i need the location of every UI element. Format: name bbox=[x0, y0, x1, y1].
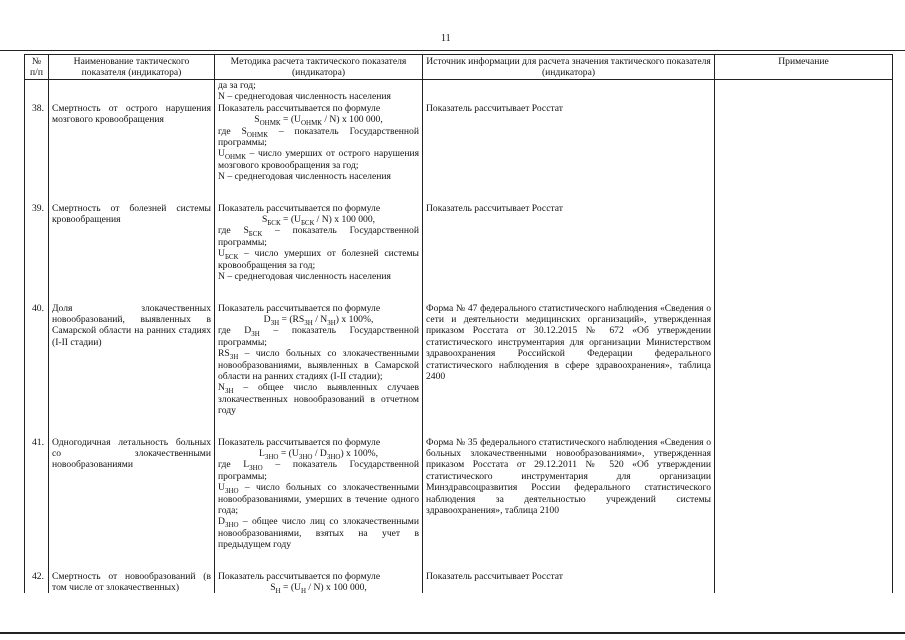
header-num: № п/п bbox=[25, 55, 49, 80]
formula: $L_{ЗНО} = (U_{ЗНО} / D_{ЗНО})$ х 100%, bbox=[258, 447, 379, 461]
method-line: $N_{ЗН}$ – общее число выявленных случаев злокачественных новообразований в отчетном году bbox=[218, 382, 419, 417]
method-line: $U_{ЗНО}$ – число больных со злокачественными новообразованиями, умерших в течение одного года; bbox=[218, 482, 419, 516]
note bbox=[715, 303, 893, 417]
note bbox=[715, 437, 893, 551]
method-line: $D_{ЗНО}$ – общее число лиц со злокачественными новообразованиями, взятых на учет в предыдущем году bbox=[218, 516, 419, 551]
formula: $S_Н = (U_Н / N)$ х 100 000, bbox=[270, 582, 367, 595]
page-number: 11 bbox=[441, 33, 451, 44]
row-spacer bbox=[25, 417, 893, 437]
top-rule bbox=[0, 50, 905, 51]
row-spacer bbox=[25, 551, 893, 571]
header-name: Наименование тактического показателя (индикатора) bbox=[49, 55, 215, 80]
table-row bbox=[25, 103, 893, 183]
formula: $S_{ОНМК} = (U_{ОНМК} / N)$ х 100 000, bbox=[254, 114, 383, 128]
method-line: Показатель рассчитывается по формуле bbox=[218, 102, 381, 114]
header-note: Примечание bbox=[715, 55, 893, 80]
information-source: Форма № 35 федерального статистического наблюдения «Сведения о больных злокачественными новообразованиями», утвержденная приказом Росстата от 29.12.2011 № 520 «Об утверждении статистического инструментария для организации Минздравсоцразвития России федерального статистического наблюдения за деятельностью учреждений системы здравоохранения», таблица 2100 bbox=[423, 437, 715, 551]
indicator-name: Смертность от острого нарушения мозгового кровообращения bbox=[49, 103, 215, 183]
information-source: Показатель рассчитывает Росстат bbox=[423, 103, 715, 183]
information-source: Показатель рассчитывает Росстат bbox=[423, 571, 715, 594]
continuation-line: N – среднегодовая численность населения bbox=[218, 91, 391, 103]
method-line: Показатель рассчитывается по формуле bbox=[218, 570, 381, 582]
indicator-name: Смертность от болезней системы кровообращения bbox=[49, 203, 215, 283]
bottom-rule bbox=[0, 632, 905, 634]
continuation-row bbox=[25, 80, 893, 103]
header-source: Источник информации для расчета значения тактического показателя (индикатора) bbox=[423, 55, 715, 80]
table-header-row bbox=[25, 55, 893, 80]
calculation-method bbox=[215, 437, 423, 551]
calculation-method bbox=[215, 203, 423, 283]
method-line: где $D_{ЗН}$ – показатель Государственной программы; bbox=[218, 325, 419, 348]
information-source: Форма № 47 федерального статистического наблюдения «Сведения о сети и деятельности медицинских организаций», утвержденная приказом Росстата от 30.12.2015 № 672 «Об утверждении статистического инструментария для организации Министерством здравоохранения Российской Федерации федерального статистического наблюдения в сфере здравоохранения», таблица 2400 bbox=[423, 303, 715, 417]
table-row bbox=[25, 303, 893, 417]
method-line: где $S_{БСК}$ – показатель Государственной программы; bbox=[218, 225, 419, 248]
note bbox=[715, 203, 893, 283]
continuation-line: да за год; bbox=[218, 80, 256, 91]
calculation-method bbox=[215, 303, 423, 417]
note bbox=[715, 571, 893, 594]
row-number: 38. bbox=[25, 103, 49, 183]
method-line: $U_{ОНМК}$ – число умерших от острого нарушения мозгового кровообращения за год; bbox=[218, 148, 419, 171]
indicator-name: Одногодичная летальность больных со злокачественными новообразованиями bbox=[49, 437, 215, 551]
method-line: где $L_{ЗНО}$ – показатель Государственной программы; bbox=[218, 459, 419, 482]
method-line: N – среднегодовая численность населения bbox=[218, 171, 391, 183]
row-spacer bbox=[25, 183, 893, 203]
method-line: N – среднегодовая численность населения bbox=[218, 271, 391, 283]
row-number: 40. bbox=[25, 303, 49, 417]
table-body bbox=[25, 80, 893, 594]
formula: $S_{БСК} = (U_{БСК} / N)$ х 100 000, bbox=[261, 214, 376, 227]
calculation-method bbox=[215, 103, 423, 183]
row-number: 41. bbox=[25, 437, 49, 551]
row-number: 42. bbox=[25, 571, 49, 594]
method-line: Показатель рассчитывается по формуле bbox=[218, 436, 381, 448]
indicators-table bbox=[24, 54, 893, 593]
header-method: Методика расчета тактического показателя (индикатора) bbox=[215, 55, 423, 80]
method-line: $U_{БСК}$ – число умерших от болезней системы кровообращения за год; bbox=[218, 248, 419, 271]
row-spacer bbox=[25, 283, 893, 303]
indicator-name: Смертность от новообразований (в том числе от злокачественных) bbox=[49, 571, 215, 594]
continuation-text bbox=[215, 80, 423, 103]
row-number: 39. bbox=[25, 203, 49, 283]
method-line: Показатель рассчитывается по формуле bbox=[218, 202, 381, 214]
calculation-method bbox=[215, 571, 423, 594]
information-source: Показатель рассчитывает Росстат bbox=[423, 203, 715, 283]
table-row bbox=[25, 571, 893, 594]
method-line: Показатель рассчитывается по формуле bbox=[218, 302, 381, 314]
method-line: где $S_{ОНМК}$ – показатель Государственной программы; bbox=[218, 125, 419, 149]
method-line: $RS_{ЗН}$ – число больных со злокачественными новообразованиями, выявленных в Самарской области на ранних стадиях (I-II стадии); bbox=[218, 348, 419, 382]
note bbox=[715, 103, 893, 183]
table-row bbox=[25, 203, 893, 283]
formula: $D_{ЗН} = (RS_{ЗН} / N_{ЗН})$ х 100%, bbox=[263, 313, 374, 327]
indicator-name: Доля злокачественных новообразований, выявленных в Самарской области на ранних стадиях (I-II стадии) bbox=[49, 303, 215, 417]
table-row bbox=[25, 437, 893, 551]
